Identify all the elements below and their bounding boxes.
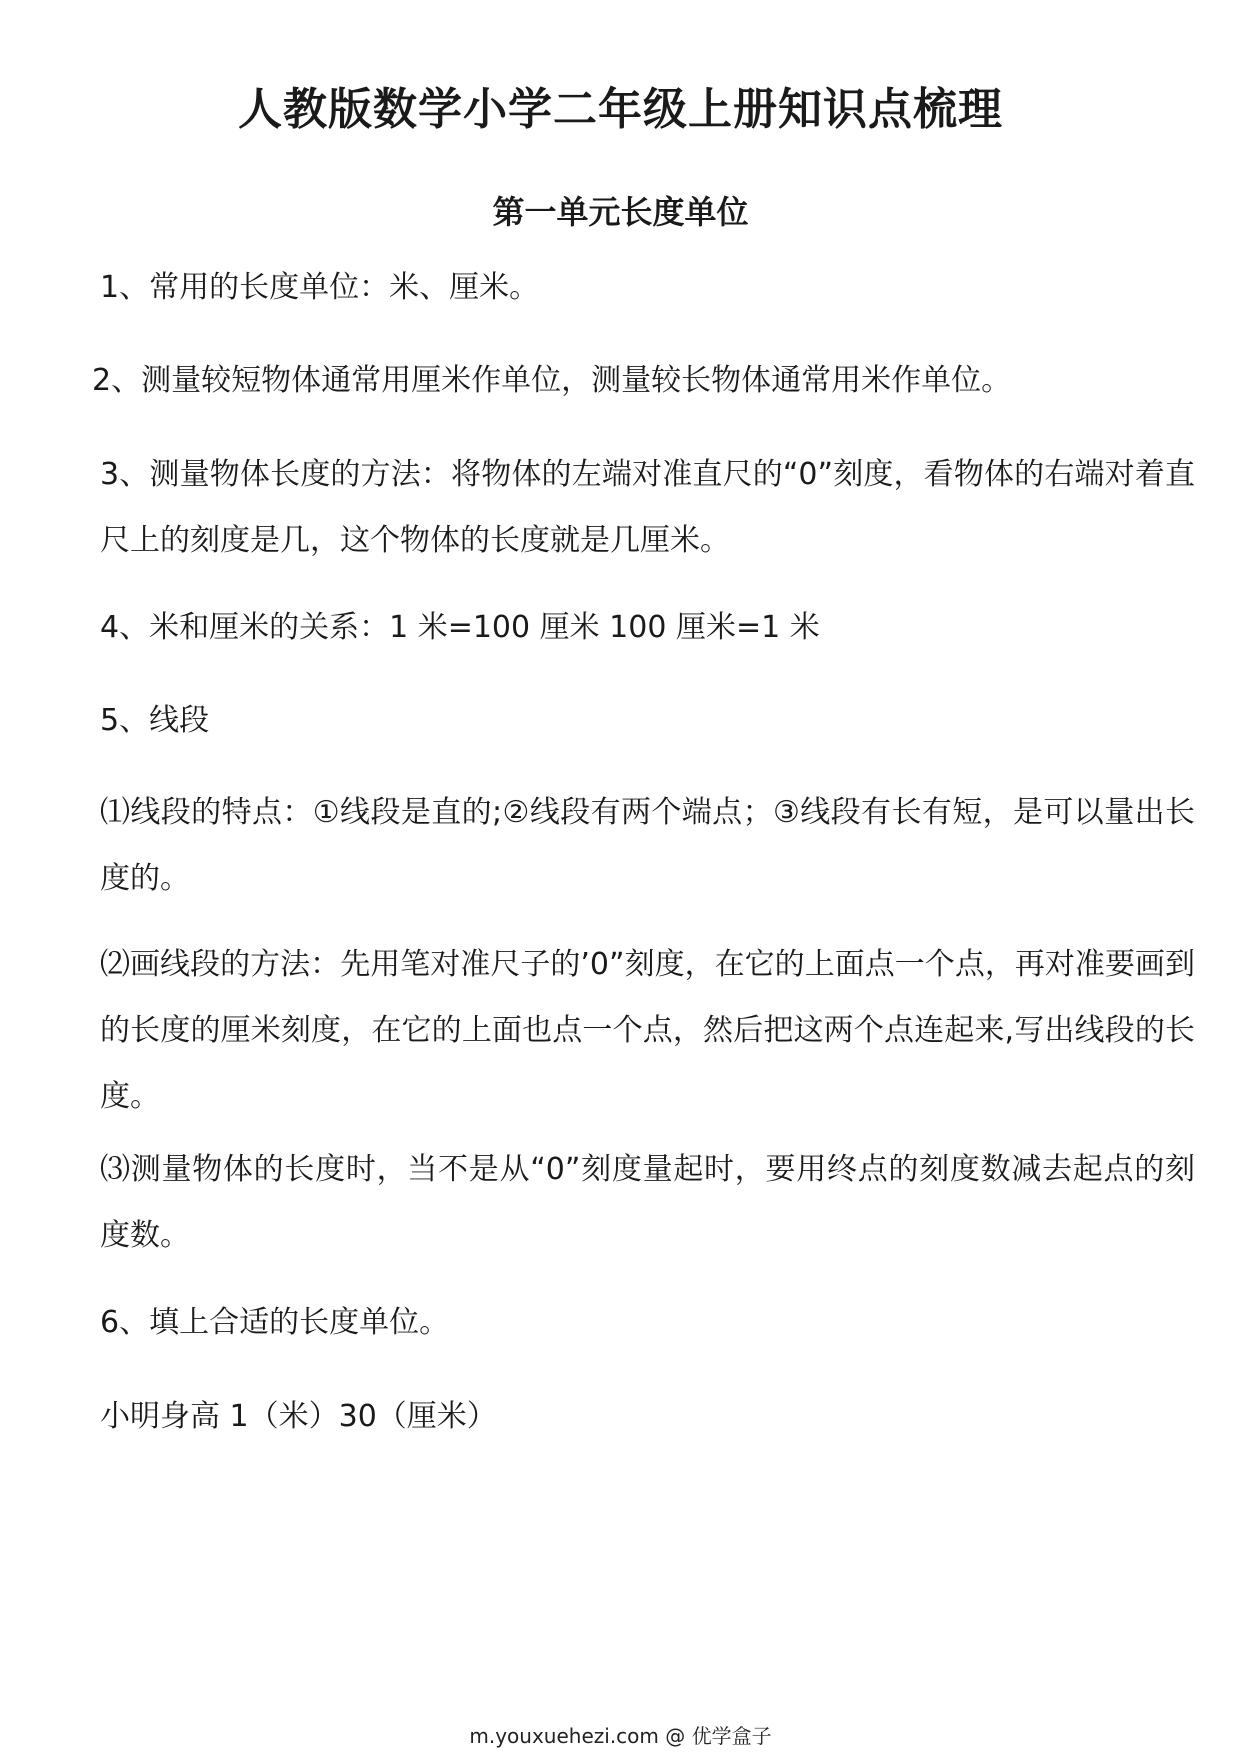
unit-title: 第一单元长度单位 (492, 193, 749, 231)
point-6: 6、填上合适的长度单位。 (100, 1305, 450, 1340)
example-line: 小明身高 1（米）30（厘米） (100, 1399, 497, 1434)
point-5-2: ⑵画线段的方法：先用笔对准尺子的’0”刻度，在它的上面点一个点，再对准要画到的长度的厘米刻度，在它的上面也点一个点，然后把这两个点连起来,写出线段的长度。 (100, 947, 1195, 1114)
document-title: 人教版数学小学二年级上册知识点梳理 (238, 84, 1003, 135)
point-5-3: ⑶测量物体的长度时，当不是从“0”刻度量起时，要用终点的刻度数减去起点的刻度数。 (100, 1152, 1195, 1253)
point-2: 2、测量较短物体通常用厘米作单位，测量较长物体通常用米作单位。 (92, 363, 1012, 398)
footer-watermark: m.youxuehezi.com @ 优学盒子 (469, 1724, 772, 1748)
point-5: 5、线段 (100, 703, 210, 738)
point-1: 1、常用的长度单位：米、厘米。 (100, 270, 540, 305)
point-3: 3、测量物体长度的方法：将物体的左端对准直尺的“0”刻度，看物体的右端对着直尺上的刻度是几，这个物体的长度就是几厘米。 (100, 457, 1195, 558)
point-5-1: ⑴线段的特点：①线段是直的;②线段有两个端点；③线段有长有短，是可以量出长度的。 (100, 795, 1195, 896)
point-4: 4、米和厘米的关系：1 米=100 厘米 100 厘米=1 米 (100, 610, 820, 645)
